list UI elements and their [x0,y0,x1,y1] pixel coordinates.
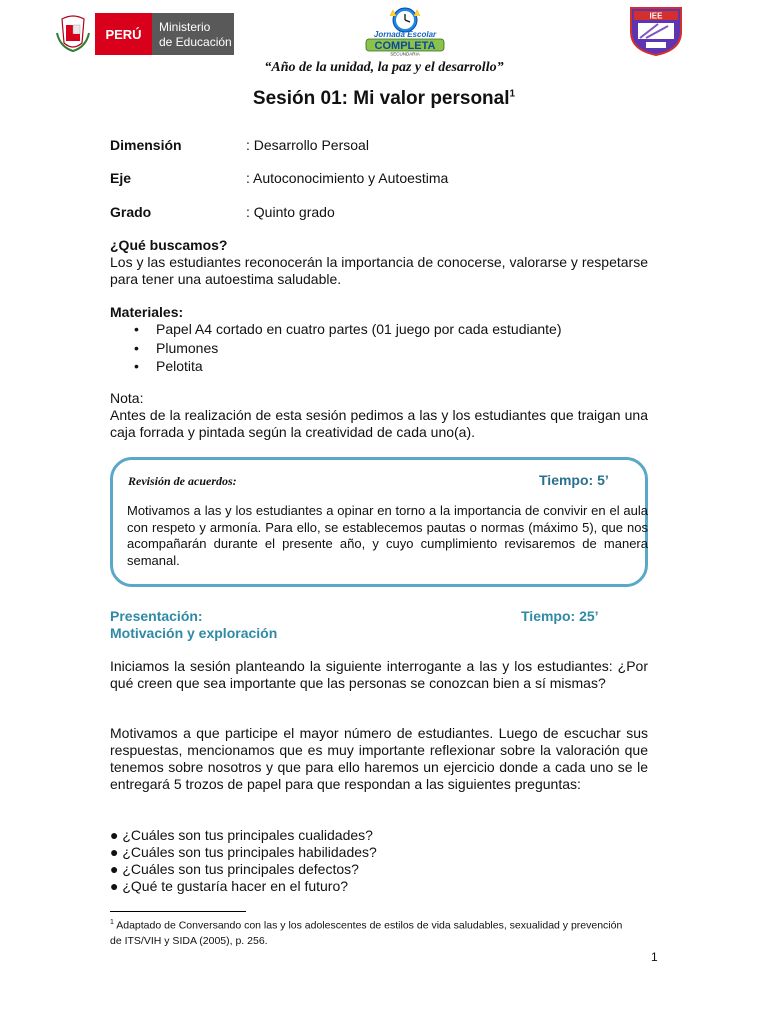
info-label: Dimensión [110,137,182,153]
presentacion-heading: Presentación: [110,608,203,624]
svg-text:COMPLETA: COMPLETA [374,40,436,52]
questions-list [110,827,377,895]
info-value: : Quinto grado [246,204,335,220]
page-number: 1 [651,950,658,964]
info-label: Eje [110,170,132,186]
materiales-heading: Materiales: [110,304,184,320]
session-title [0,88,768,110]
revision-time: Tiempo: 5’ [539,472,609,488]
que-buscamos-text: Los y las estudiantes reconocerán la importancia de conocerse, valorarse y respetarse para tener una autoestima saludable. [110,254,648,287]
list-item: ● ¿Qué te gustaría hacer en el futuro? [110,878,349,894]
info-label: Grado [110,204,152,220]
que-buscamos-heading: ¿Qué buscamos? [110,237,228,253]
motivacion-subheading: Motivación y exploración [110,625,278,641]
year-motto: “Año de la unidad, la paz y el desarrollo” [264,60,504,75]
list-item: ● ¿Cuáles son tus principales defectos? [110,861,359,877]
bullet-icon: • [134,321,139,337]
footnote-mark: 1 [110,919,114,926]
bullet-icon: • [134,358,139,374]
footnote-text: Adaptado de Conversando con las y los adolescentes de estilos de vida saludables, sexualidad y prevención de ITS/VIH y SIDA (2005), p. 256. [110,919,623,947]
list-item: • Pelotita [134,358,203,374]
footnote-reference: 1 [509,88,516,100]
presentacion-paragraph-2: Motivamos a que participe el mayor número de estudiantes. Luego de escuchar sus respuestas, mencionamos que es muy importante reflexionar sobre la valoración que tenemos sobre nosotros y que para ello haremos un ejercicio donde a cada uno se le entregará 5 trozos de papel para que respondan a las siguientes preguntas: [110,725,648,792]
list-item: • Papel A4 cortado en cuatro partes (01 juego por cada estudiante) [134,321,562,337]
list-item: • Plumones [134,339,219,356]
list-item: ● ¿Cuáles son tus principales habilidades? [110,844,377,860]
svg-text:PERÚ: PERÚ [105,27,142,42]
revision-text: Motivamos a las y los estudiantes a opinar en torno a la importancia de convivir en el aula con respeto y armonía. Para ello, se establecemos pautas o normas (máximo 5), que nos acompañarán durante el presente año, y cuyo cumplimiento revisaremos de manera semanal. [127,503,648,568]
nota-text: Antes de la realización de esta sesión pedimos a las y los estudiantes que traigan una caja forrada y pintada según la creatividad de cada uno(a). [110,407,648,440]
bullet-icon: • [134,339,139,356]
revision-title: Revisión de acuerdos: [128,474,237,488]
peru-crest-icon [57,16,89,51]
svg-text:Ministerio: Ministerio [159,20,211,34]
svg-text:Jornada Escolar: Jornada Escolar [373,30,437,39]
footnote-divider [110,911,246,912]
list-item: ● ¿Cuáles son tus principales cualidades? [110,827,373,843]
school-shield-logo [628,6,684,56]
info-value: : Autoconocimiento y Autoestima [246,170,449,186]
presentacion-time: Tiempo: 25’ [521,608,599,624]
clock-icon [390,8,420,32]
peru-ministry-logo [52,13,234,55]
nota-label: Nota: [110,390,144,406]
materiales-list [110,320,562,376]
svg-text:IEE: IEE [649,11,663,21]
footnote [110,915,630,949]
session-title-text: Sesión 01: Mi valor personal [252,88,510,109]
info-value: : Desarrollo Persoal [246,137,369,153]
jornada-escolar-completa-logo [360,6,450,56]
presentacion-paragraph-1: Iniciamos la sesión planteando la siguiente interrogante a las y los estudiantes: ¿Por qué creen que sea importante que las personas se conozcan bien a sí mismas? [110,658,648,691]
svg-text:SECUNDARIA: SECUNDARIA [390,51,420,56]
svg-text:de Educación: de Educación [159,35,232,49]
